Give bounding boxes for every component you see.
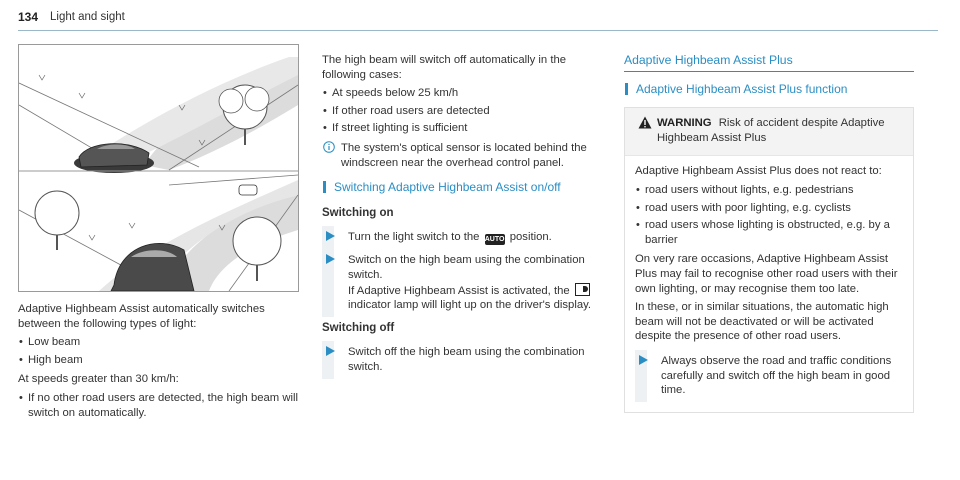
list-item: • road users with poor lighting, e.g. cyclists: [635, 201, 903, 216]
warning-triangle-icon: [638, 116, 652, 129]
list-item: • road users whose lighting is obstructed, e.g. by a barrier: [635, 218, 903, 247]
road-scene-svg: [19, 45, 298, 291]
highbeam-illustration: [18, 44, 299, 292]
similar-text: In these, or in similar situations, the automatic high beam will not be deactivated or will be activated despite the presence of other road users.: [635, 301, 889, 343]
column-right: [624, 53, 914, 413]
bottom-scene: [19, 175, 298, 291]
warning-label: WARNING: [657, 117, 712, 130]
arrow-right-icon: [639, 355, 648, 365]
section-title: Light and sight: [50, 11, 125, 23]
step-text: position.: [509, 231, 552, 244]
info-icon: [323, 141, 335, 153]
page-number: 134: [18, 10, 39, 24]
sub-heading: [624, 82, 914, 98]
column-middle: [322, 53, 604, 383]
switch-heading-text: Switching Adaptive Highbeam Assist on/off: [334, 180, 561, 195]
warning-header: [635, 116, 903, 145]
step-text: Always observe the road and traffic conditions carefully and switch off the high beam in good time.: [661, 354, 892, 397]
info-note: [322, 141, 604, 170]
arrow-right-icon: [326, 254, 335, 264]
step-text: indicator lamp will light up on the driver's display.: [348, 299, 592, 312]
sub-heading-text: Adaptive Highbeam Assist Plus function: [636, 81, 848, 96]
list-item: • At speeds below 25 km/h: [322, 86, 604, 101]
light-types-list: [18, 335, 303, 367]
off-cases-list: [322, 86, 604, 136]
fail-list: [635, 183, 903, 247]
observe-step: [635, 354, 903, 398]
speed-text: At speeds greater than 30 km/h:: [18, 373, 179, 386]
intro-text: Adaptive Highbeam Assist automatically switches between the following types of light:: [18, 303, 265, 330]
list-item: • High beam: [18, 353, 303, 368]
list-item: • Low beam: [18, 335, 303, 350]
switching-on-heading: Switching on: [322, 206, 394, 219]
step-text: Switch off the high beam using the combination switch.: [348, 346, 585, 373]
list-item: • If street lighting is sufficient: [322, 121, 604, 136]
column-left: [18, 302, 303, 425]
list-item: • If other road users are detected: [322, 104, 604, 119]
warning-title: Risk of accident despite Adaptive Highbeam Assist Plus: [657, 117, 885, 144]
rare-text: On very rare occasions, Adaptive Highbeam Assist Plus may fail to recognise other road users with their own lighting, or may recognise them too late.: [635, 253, 898, 295]
page-header: [18, 8, 938, 31]
warning-box: [624, 107, 914, 413]
fail-intro: Adaptive Highbeam Assist Plus does not react to:: [635, 165, 882, 178]
top-scene: [19, 55, 298, 173]
auto-key-icon: AUTO: [484, 236, 505, 244]
step-text: Switch on the high beam using the combination switch.: [348, 254, 585, 281]
on-step-2: [322, 253, 604, 312]
on-step-1: [322, 230, 604, 245]
warning-body: [625, 155, 913, 411]
note-text: The system's optical sensor is located behind the windscreen near the overhead control panel.: [341, 141, 587, 169]
step-text: If Adaptive Highbeam Assist is activated, the: [348, 284, 570, 297]
main-heading: Adaptive Highbeam Assist Plus: [624, 53, 914, 72]
off-cases-intro: The high beam will switch off automatically in the following cases:: [322, 54, 567, 81]
switching-off-heading: Switching off: [322, 321, 395, 334]
list-item: • If no other road users are detected, the high beam will switch on automatically.: [18, 391, 303, 420]
step-text: Turn the light switch to the: [348, 231, 480, 244]
highbeam-indicator-icon: [575, 283, 590, 296]
speed-list: [18, 391, 303, 420]
arrow-right-icon: [326, 346, 335, 356]
list-item: • road users without lights, e.g. pedestrians: [635, 183, 903, 198]
arrow-right-icon: [326, 231, 335, 241]
off-step: [322, 345, 604, 374]
switch-heading: [322, 180, 604, 196]
